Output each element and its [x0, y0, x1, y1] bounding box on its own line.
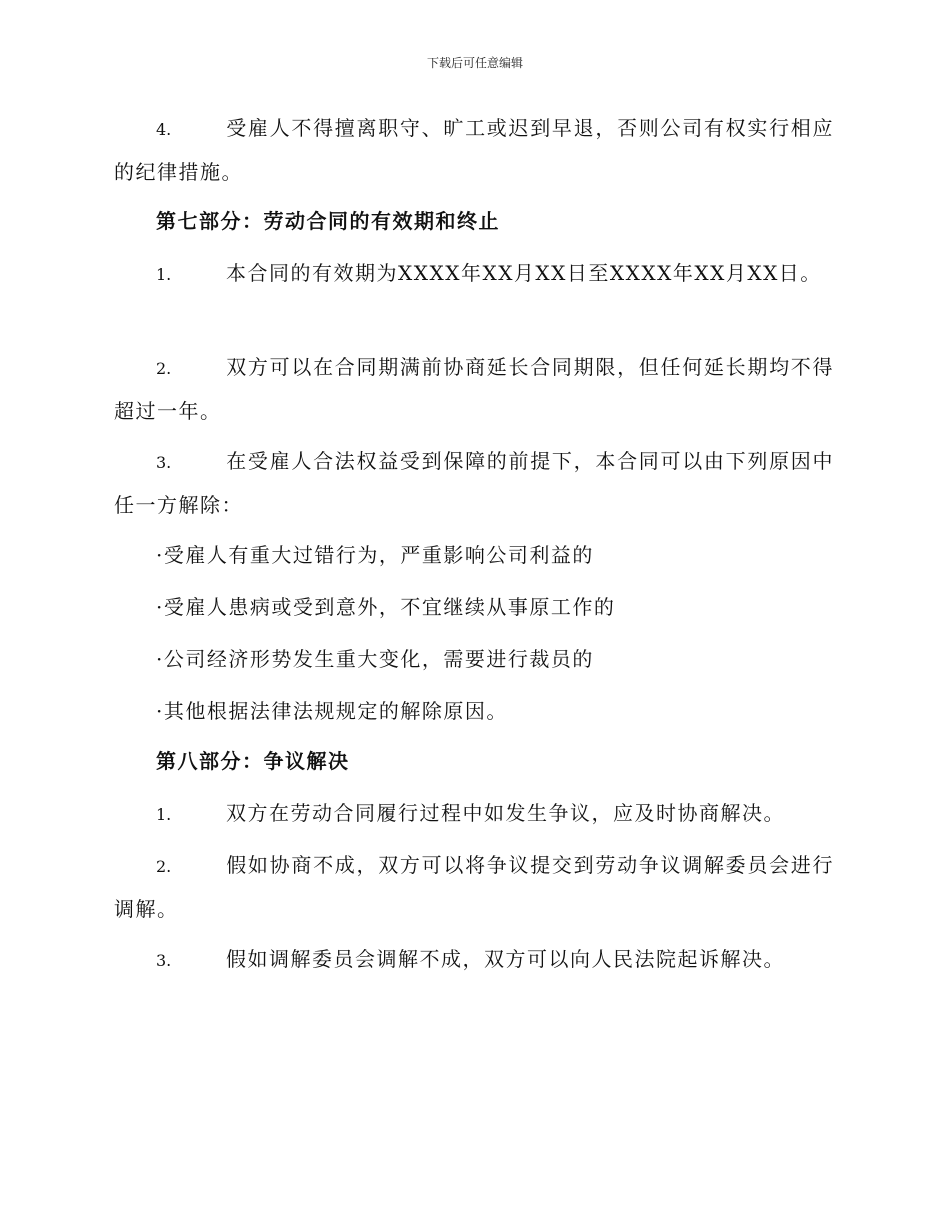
clause-8-2 [114, 844, 834, 930]
clause-text: 双方在劳动合同履行过程中如发生争议，应及时协商解决。 [226, 801, 785, 825]
clause-number: 3. [156, 453, 172, 472]
clause-text: 假如调解委员会调解不成，双方可以向人民法院起诉解决。 [226, 947, 785, 971]
clause-number: 3. [156, 951, 172, 970]
clause-number: 2. [156, 359, 172, 378]
termination-reason-2: ·受雇人患病或受到意外，不宜继续从事原工作的 [156, 595, 616, 619]
clause-7-2 [114, 346, 834, 432]
clause-8-3 [114, 938, 834, 982]
page-header: 下载后可任意编辑 [426, 56, 523, 70]
termination-reason-4: ·其他根据法律法规规定的解除原因。 [156, 699, 508, 723]
clause-7-3 [114, 440, 834, 526]
clause-7-1 [114, 252, 834, 296]
clause-text: 假如协商不成，双方可以将争议提交到劳动争议调解委员会进行调解。 [114, 853, 834, 921]
clause-number: 1. [156, 265, 172, 284]
section-8-heading: 第八部分：争议解决 [156, 749, 350, 773]
clause-number: 2. [156, 857, 172, 876]
clause-text: 本合同的有效期为XXXX年XX月XX日至XXXX年XX月XX日。 [226, 261, 822, 285]
clause-number: 4. [156, 120, 172, 139]
clause-6-4 [114, 107, 834, 193]
termination-reason-3: ·公司经济形势发生重大变化，需要进行裁员的 [156, 647, 594, 671]
clause-text: 受雇人不得擅离职守、旷工或迟到早退，否则公司有权实行相应的纪律措施。 [114, 116, 834, 184]
clause-text: 在受雇人合法权益受到保障的前提下，本合同可以由下列原因中任一方解除： [114, 449, 834, 517]
clause-number: 1. [156, 805, 172, 824]
section-7-heading: 第七部分：劳动合同的有效期和终止 [156, 209, 500, 233]
clause-text: 双方可以在合同期满前协商延长合同期限，但任何延长期均不得超过一年。 [114, 355, 834, 423]
termination-reason-1: ·受雇人有重大过错行为，严重影响公司利益的 [156, 543, 594, 567]
clause-8-1 [114, 792, 834, 836]
